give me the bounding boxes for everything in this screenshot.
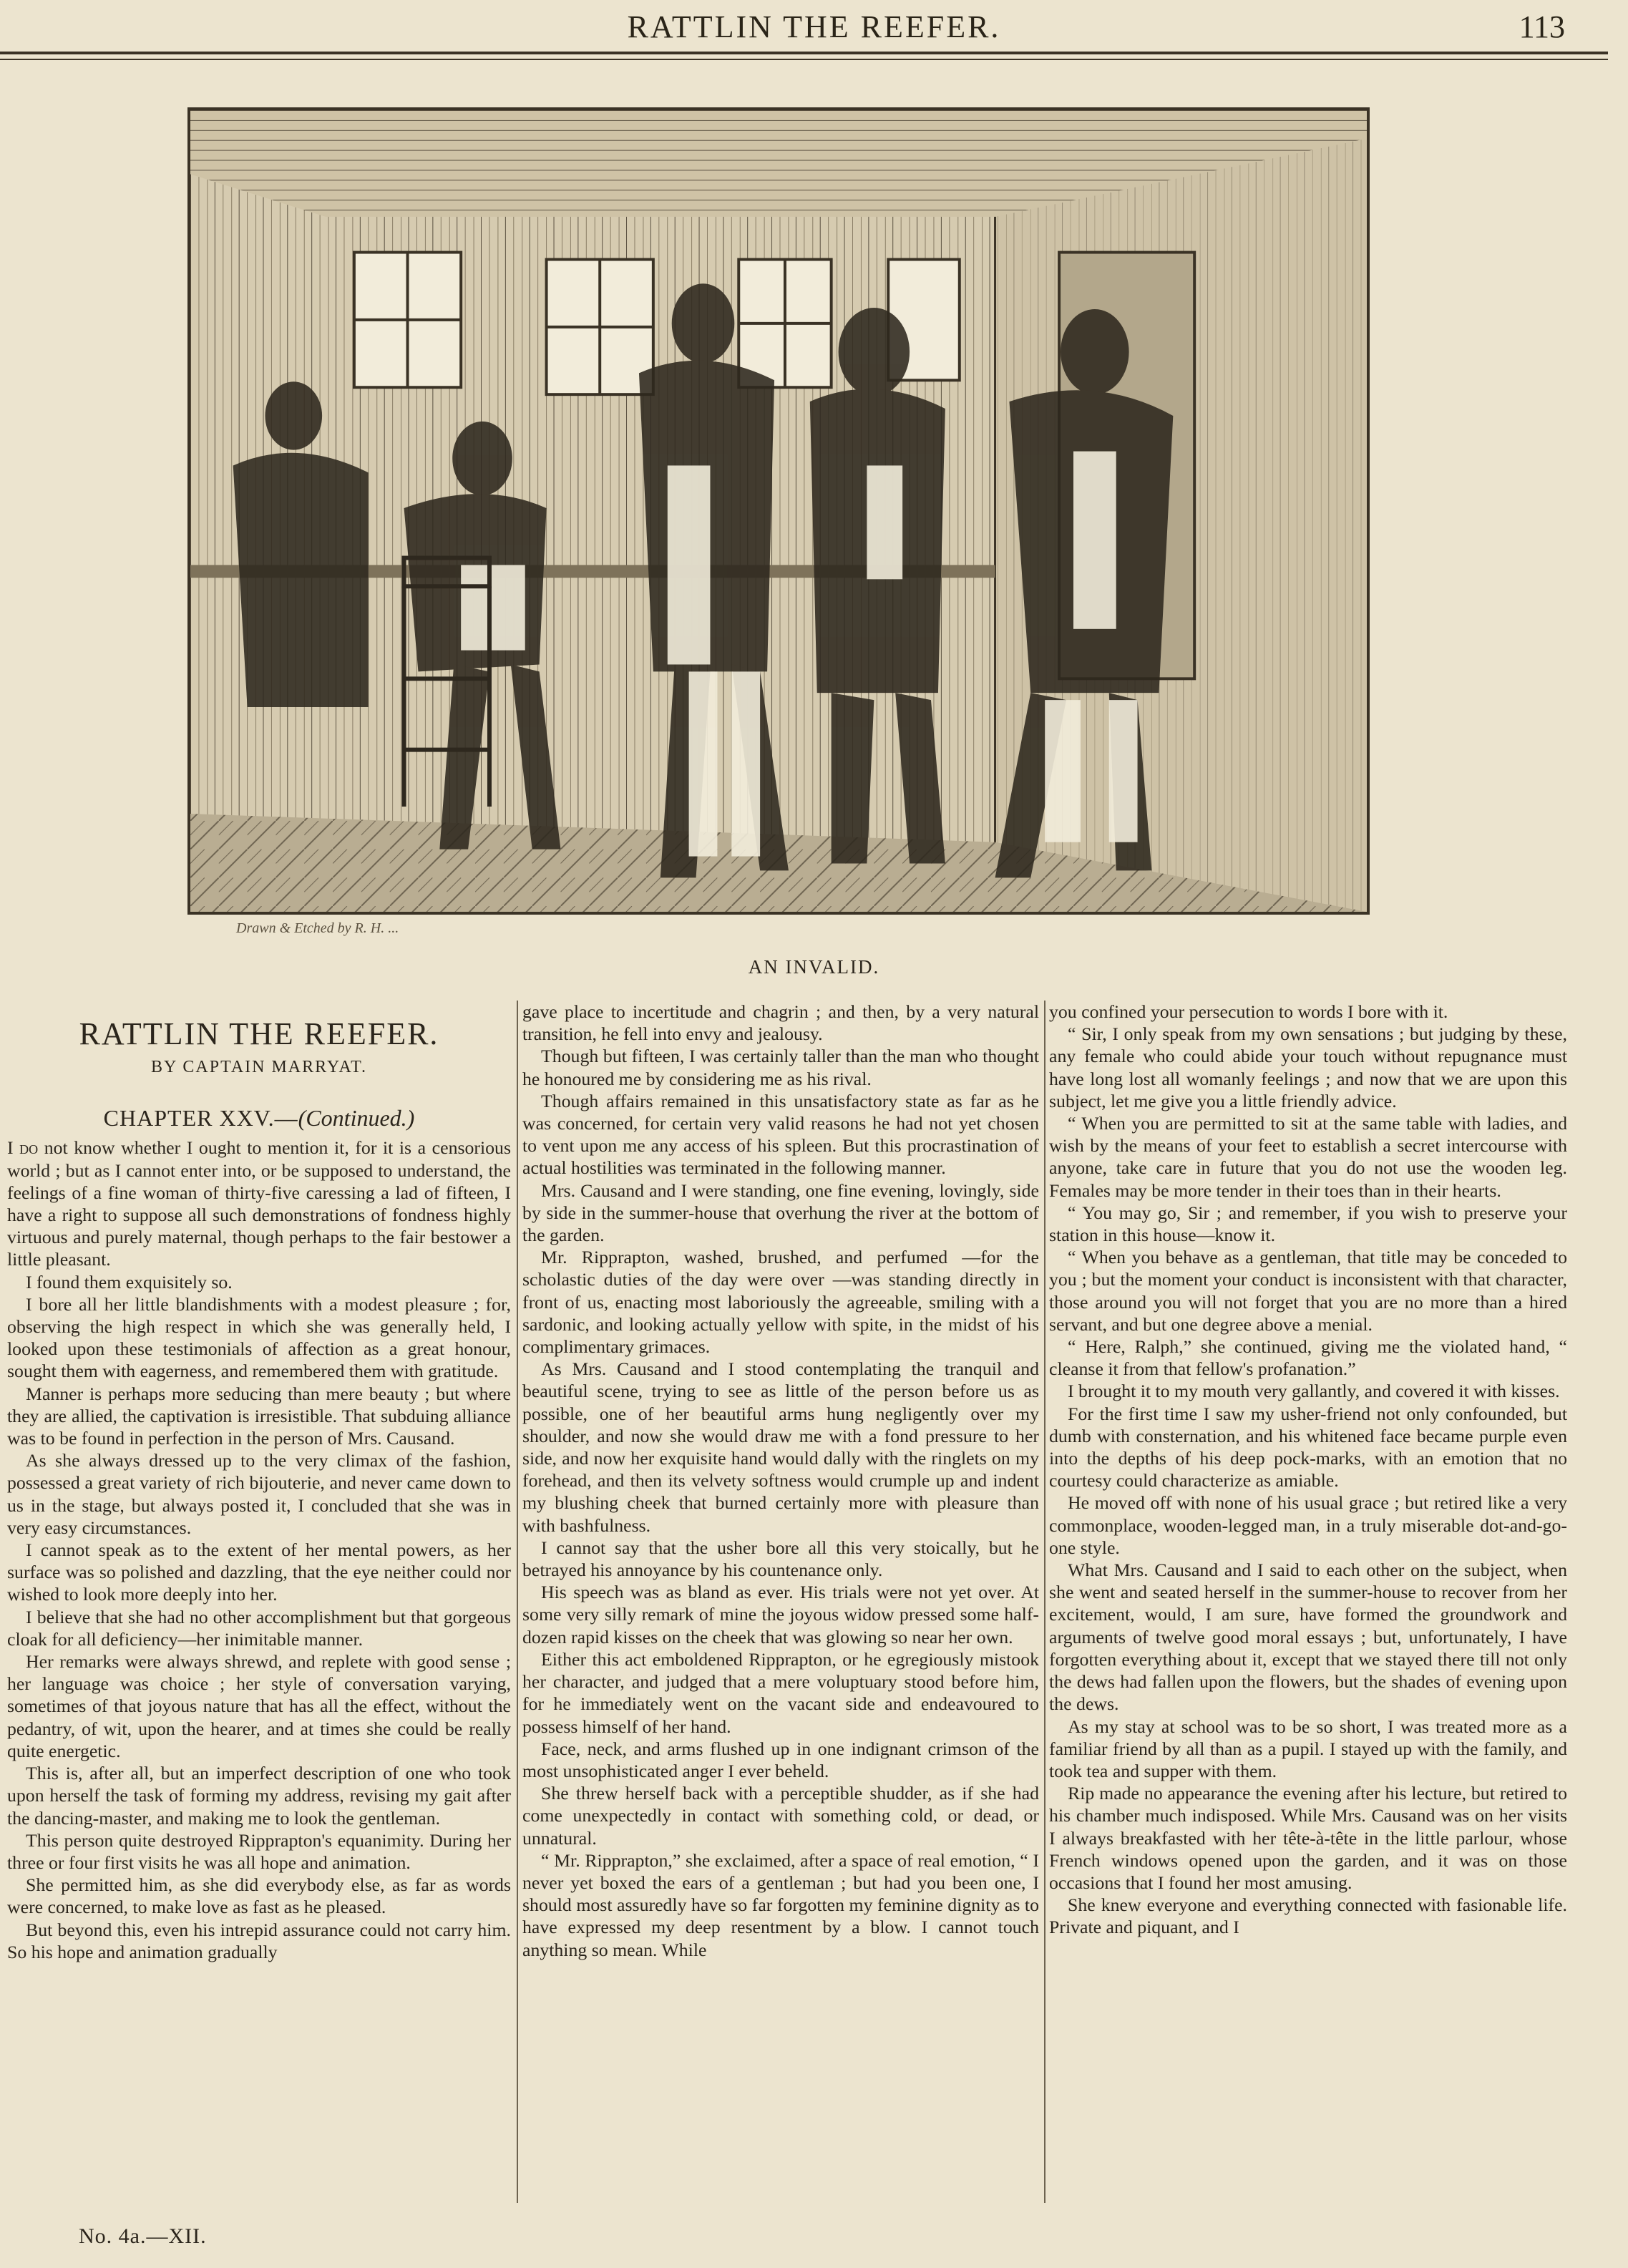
column-2-paragraphs (522, 1045, 1039, 1960)
paragraph: Though affairs remained in this unsatisfactory state as far as he was concerned, for certain very valid reasons he had not yet chosen to vent upon me any access of his spleen. But this procrastination of actual hostilities was terminated in the following manner. (522, 1090, 1039, 1179)
paragraph: I believe that she had no other accomplishment but that gorgeous cloak for all deficiency—her inimitable manner. (7, 1606, 511, 1650)
paragraph: “ Sir, I only speak from my own sensations ; but judging by these, any female who could abide your touch without repugnance must have long lost all womanly feelings ; and now that we are upon this subject, let me give you a little friendly advice. (1049, 1023, 1567, 1111)
column-3-paragraphs (1049, 1023, 1567, 1938)
story-title: RATTLIN THE REEFER. (79, 1016, 439, 1051)
paragraph: Either this act emboldened Ripprapton, or he egregiously mistook her character, and judged that a mere voluptuary stood before him, for he immediately went on the vacant side and endeavoured to possess himself of her hand. (522, 1648, 1039, 1737)
paragraph: He moved off with none of his usual grace ; but retired like a very commonplace, wooden-legged man, in a truly miserable dot-and-go-one style. (1049, 1492, 1567, 1558)
paragraph: She permitted him, as she did everybody else, as far as words were concerned, to make love as fast as he pleased. (7, 1874, 511, 1918)
paragraph: “ When you behave as a gentleman, that title may be conceded to you ; but the moment your conduct is inconsistent with that character, those around you will not forget that you are no more than a hired servant, and but one degree above a menial. (1049, 1247, 1567, 1335)
paragraph: Manner is perhaps more seducing than mere beauty ; but where they are allied, the captivation is irresistible. That subduing alliance was to be found in perfection in the person of Mrs. Causand. (7, 1383, 511, 1449)
running-header (0, 7, 1628, 50)
column-1-paragraphs (7, 1271, 511, 1963)
column-rule (1044, 1001, 1045, 2203)
chapter-heading (7, 1107, 511, 1129)
paragraph: Her remarks were always shrewd, and replete with good sense ; her language was choice ; her style of conversation varying, sometimes of that joyous nature that has all the effect, without the pedantry, of wit, upon the hearer, and at times she could be really quite energetic. (7, 1651, 511, 1761)
paragraph: His speech was as bland as ever. His trials were not yet over. At some very silly remark of mine the joyous widow pressed some half-dozen rapid kisses on the cheek that was glowing so near her own. (522, 1582, 1039, 1648)
engraving-illustration (187, 107, 1370, 915)
paragraph: I found them exquisitely so. (26, 1271, 233, 1293)
paragraph: As she always dressed up to the very climax of the fashion, possessed a great variety of rich bijouterie, and never came down to us in the stage, but always posted it, I concluded that she was in very easy circumstances. (7, 1450, 511, 1538)
running-title: RATTLIN THE REEFER. (627, 9, 1001, 44)
paragraph: “ When you are permitted to sit at the same table with ladies, and wish by the means of your feet to establish a secret intercourse with anyone, take care in future that you do not use the wooden leg. Females may be more tender in their toes than in their hearts. (1049, 1113, 1567, 1201)
story-byline: BY CAPTAIN MARRYAT. (150, 1058, 368, 1076)
paragraph: Mrs. Causand and I were standing, one fine evening, lovingly, side by side in the summer-house that overhung the river at the bottom of the garden. (522, 1179, 1039, 1246)
paragraph: I cannot say that the usher bore all this very stoically, but he betrayed his annoyance by his countenance only. (522, 1537, 1039, 1581)
paragraph: Mr. Ripprapton, washed, brushed, and perfumed —for the scholastic duties of the day were over —was standing directly in front of us, enacting most laboriously the agreeable, smiling with a sardonic, and looking actually yellow with spite, in the midst of his complimentary grimaces. (522, 1247, 1039, 1358)
chapter-label: CHAPTER XXV.— (103, 1105, 298, 1131)
page-number: 113 (1519, 9, 1565, 44)
continued-fragment: you confined your persecution to words I bore with it. (1049, 1001, 1448, 1022)
paragraph: Face, neck, and arms flushed up in one indignant crimson of the most unsophisticated anger I ever beheld. (522, 1738, 1039, 1781)
dropcap-words: I do (7, 1137, 39, 1159)
paragraph: This is, after all, but an imperfect description of one who took upon herself the task of forming my address, revising my gait after the dancing-master, and making me to look the gentleman. (7, 1763, 511, 1829)
paragraph: “ Here, Ralph,” she continued, giving me the violated hand, “ cleanse it from that fellow's profanation.” (1049, 1336, 1567, 1380)
artist-signature: Drawn & Etched by R. H. ... (236, 920, 399, 936)
illustration-caption: AN INVALID. (748, 956, 880, 978)
text-column-3 (1049, 1001, 1567, 2217)
paragraph: I cannot speak as to the extent of her mental powers, as her surface was so polished and dazzling, that the eye neither could nor wished to look more deeply into her. (7, 1539, 511, 1605)
first-paragraph (7, 1137, 511, 1270)
continued-fragment: gave place to incertitude and chagrin ; and then, by a very natural transition, he fell into envy and jealousy. (522, 1001, 1039, 1045)
header-rule (0, 52, 1608, 54)
column-rule (517, 1001, 518, 2203)
paragraph: “ Mr. Ripprapton,” she exclaimed, after a space of real emotion, “ I never yet boxed the ears of a gentleman ; but had you been one, I should most assuredly have so far forgotten my feminine dignity as to have expressed my deep resentment by a blow. I cannot touch anything so mean. While (522, 1849, 1039, 1960)
issue-number: No. 4a.—XII. (79, 2224, 207, 2248)
text-column-1 (7, 1015, 511, 2232)
text-column-2 (522, 1001, 1039, 2217)
paragraph: As Mrs. Causand and I stood contemplating the tranquil and beautiful scene, trying to see as little of the person before us as possible, one of her beautiful arms hung negligently over my shoulder, and now she would draw me with a fond pressure to her side, and now her exquisite hand would dally with the ringlets on my forehead, and then its velvety softness would crumple up and indent my blushing cheek that burned certainly more with pleasure than with bashfulness. (522, 1358, 1039, 1536)
paragraph: As my stay at school was to be so short, I was treated more as a familiar friend by all than as a pupil. I stayed up with the family, and took tea and supper with them. (1049, 1715, 1567, 1781)
paragraph: I bore all her little blandishments with a modest pleasure ; for, observing the high respect in which she was generally held, I looked upon these testimonials of affection as a great honour, sought them with eagerness, and remembered them with gratitude. (7, 1293, 511, 1382)
paragraph: She threw herself back with a perceptible shudder, as if she had come unexpectedly in contact with something cold, or dead, or unnatural. (522, 1783, 1039, 1849)
paragraph: I brought it to my mouth very gallantly, and covered it with kisses. (1068, 1381, 1560, 1402)
paragraph: Though but fifteen, I was certainly taller than the man who thought he honoured me by considering me as his rival. (522, 1046, 1039, 1089)
engraving-drawing (190, 110, 1367, 912)
paragraph: What Mrs. Causand and I said to each other on the subject, when she went and seated herself in the summer-house to recover from her excitement, would, I am sure, have formed the groundwork and arguments of twelve good moral essays ; but, unfortunately, I have forgotten everything about it, except that we stayed there till not only the dews had fallen upon the flowers, but the shades of evening upon the dews. (1049, 1559, 1567, 1715)
paragraph: This person quite destroyed Ripprapton's equanimity. During her three or four first visits he was all hope and animation. (7, 1829, 511, 1873)
paragraph: She knew everyone and everything connected with fasionable life. Private and piquant, and I (1049, 1894, 1567, 1938)
header-rule-thin (0, 59, 1608, 60)
paragraph: “ You may go, Sir ; and remember, if you wish to preserve your station in this house—know it. (1049, 1202, 1567, 1246)
chapter-continued: (Continued.) (298, 1105, 415, 1131)
paragraph: For the first time I saw my usher-friend not only confounded, but dumb with consternation, and his whitened face became purple even into the depths of his deep pock-marks, with an emotion that no courtesy could characterize as amiable. (1049, 1403, 1567, 1491)
first-paragraph-text: not know whether I ought to mention it, for it is a censorious world ; but as I cannot enter into, or be supposed to understand, the feelings of a fine woman of thirty-five caressing a lad of fifteen, I have a right to suppose all such demonstrations of fondness highly virtuous and purely maternal, though perhaps to the fair bestower a little pleasant. (7, 1137, 511, 1270)
paragraph: Rip made no appearance the evening after his lecture, but retired to his chamber much indisposed. While Mrs. Causand was on her visits I always breakfasted with her tête-à-tête in the little parlour, whose French windows opened upon the garden, and it was on those occasions that I found her most amusing. (1049, 1783, 1567, 1893)
paragraph: But beyond this, even his intrepid assurance could not carry him. So his hope and animation gradually (7, 1919, 511, 1962)
